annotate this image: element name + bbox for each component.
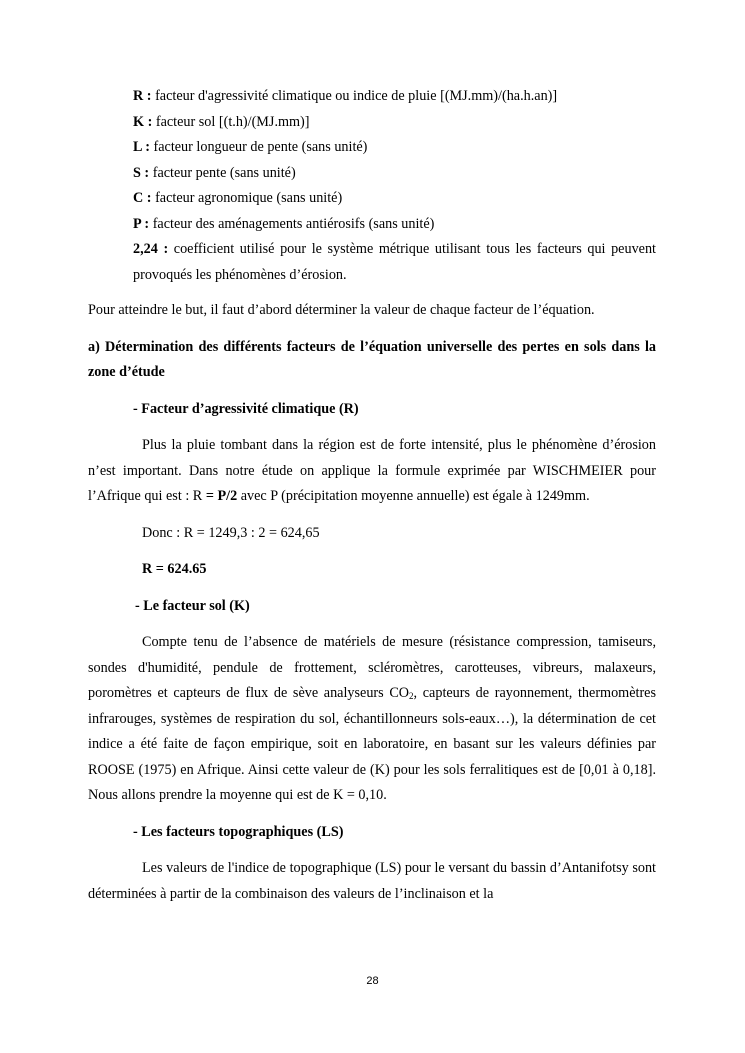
document-page: [88, 84, 656, 907]
definition-text: facteur sol [(t.h)/(MJ.mm)]: [152, 113, 310, 130]
r-paragraph-text: Plus la pluie tombant dans la région est de forte intensité, plus le phénomène d’érosion n’est important. Dans notre étude on applique la formule exprimée par WISCHMEIER pour l’Afrique qui est : R: [88, 437, 656, 504]
r-factor-heading: - Facteur d’agressivité climatique (R): [133, 400, 359, 417]
factor-definition-list: [133, 84, 656, 288]
definition-text: facteur d'agressivité climatique ou indice de pluie [(MJ.mm)/(ha.h.an)]: [151, 88, 558, 104]
definition-text: facteur agronomique (sans unité): [151, 190, 343, 206]
definition-term: 2,24 :: [133, 241, 169, 257]
definition-text: coefficient utilisé pour le système métrique utilisant tous les facteurs qui peuvent provoqués les phénomènes d’érosion.: [133, 241, 656, 283]
r-factor-paragraph: [88, 433, 656, 510]
k-factor-heading: - Le facteur sol (K): [135, 597, 250, 614]
definition-term: K :: [133, 113, 153, 130]
definition-term: P :: [133, 215, 150, 232]
definition-text: facteur des aménagements antiérosifs (sans unité): [149, 215, 435, 232]
intro-paragraph: Pour atteindre le but, il faut d’abord déterminer la valeur de chaque facteur de l’équation.: [88, 302, 595, 318]
definition-term: R :: [133, 88, 152, 104]
definition-r: [133, 84, 656, 110]
page-number: 28: [366, 975, 379, 987]
definition-text: facteur longueur de pente (sans unité): [149, 139, 368, 155]
k-factor-paragraph: [88, 630, 656, 809]
r-calculation: Donc : R = 1249,3 : 2 = 624,65: [142, 524, 320, 541]
definition-text: facteur pente (sans unité): [149, 164, 296, 181]
definition-term: S :: [133, 164, 150, 181]
section-heading: a) Détermination des différents facteurs de l’équation universelle des pertes en sols dans la zone d’étude: [88, 338, 656, 380]
definition-term: C :: [133, 190, 152, 206]
r-paragraph-text-end: avec P (précipitation moyenne annuelle) est égale à 1249mm.: [237, 488, 590, 504]
ls-factor-paragraph: Les valeurs de l'indice de topographique (LS) pour le versant du bassin d’Antanifotsy sont déterminées à partir de la combinaison des valeurs de l’inclinaison et la: [88, 860, 656, 902]
definition-term: L :: [133, 139, 150, 155]
definition-c: [133, 186, 656, 212]
r-result: R = 624.65: [142, 561, 207, 577]
definition-p: [133, 212, 656, 238]
definition-s: [133, 161, 656, 187]
definition-l: [133, 135, 656, 161]
ls-factor-heading: - Les facteurs topographiques (LS): [133, 823, 344, 840]
co2-subscript: 2: [409, 691, 414, 701]
k-paragraph-text: Compte tenu de l’absence de matériels de mesure (résistance compression, tamiseurs, sondes d'humidité, pendule de frottement, scléromètres, carotteuses, vibreurs, malaxeurs, poromètres et capteurs de flux de sève analyseurs CO: [88, 634, 656, 701]
k-paragraph-text-end: , capteurs de rayonnement, thermomètres infrarouges, systèmes de respiration du sol, échantillonneurs sols-eaux…), la détermination de cet indice a été faite de façon empirique, soit en laboratoire, en basant sur les valeurs définies par ROOSE (1975) en Afrique. Ainsi cette valeur de (K) pour les sols ferralitiques est de [0,01 à 0,18]. Nous allons prendre la moyenne qui est de K = 0,10.: [88, 685, 656, 803]
definition-k: [133, 110, 656, 136]
r-formula: = P/2: [205, 488, 238, 504]
definition-coefficient: [133, 237, 656, 288]
